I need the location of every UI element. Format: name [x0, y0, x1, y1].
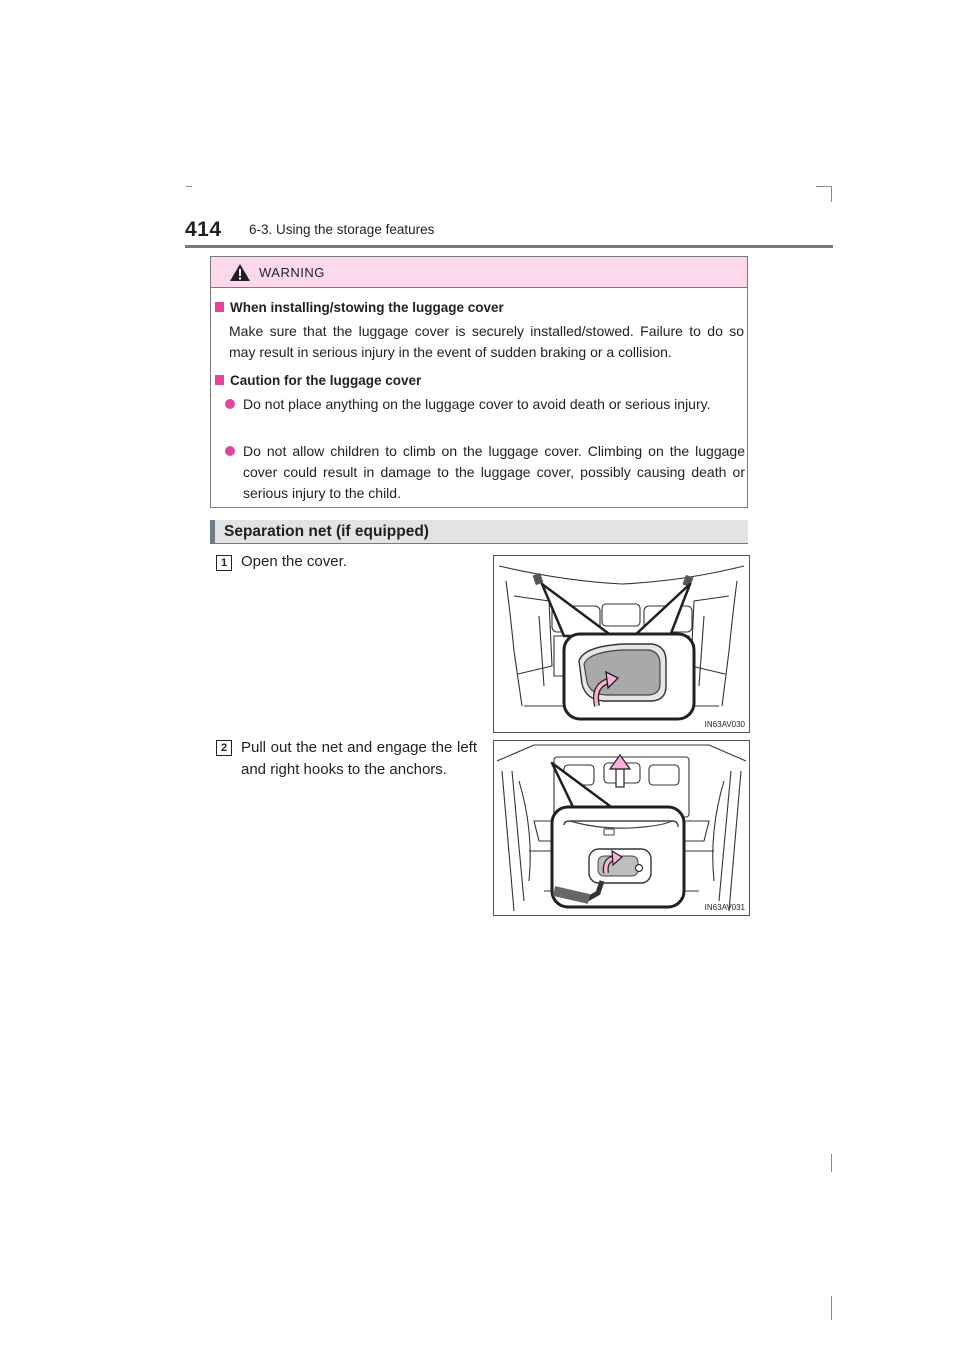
cargo-net-illustration	[494, 741, 749, 915]
step-number-2: 2	[216, 740, 232, 756]
figure-engage-hooks	[493, 740, 750, 916]
crop-mark	[831, 1296, 832, 1320]
warning-triangle-icon	[229, 263, 251, 282]
warning-heading: When installing/stowing the luggage cover	[215, 297, 504, 318]
square-bullet-icon	[215, 375, 224, 385]
warning-label: WARNING	[259, 265, 325, 280]
crop-mark	[186, 186, 192, 187]
step-text-1: Open the cover.	[241, 553, 347, 570]
warning-bullet: Do not place anything on the luggage cover to avoid death or serious injury.	[225, 394, 745, 415]
page-header	[185, 214, 833, 248]
step-text-2: Pull out the net and engage the left and right hooks to the anchors.	[241, 739, 477, 778]
crop-mark	[816, 186, 832, 187]
page-number: 414	[185, 218, 222, 241]
square-bullet-icon	[215, 302, 224, 312]
figure-code: IN63AV030	[704, 720, 745, 729]
figure-open-cover	[493, 555, 750, 733]
bullet-dot-icon	[225, 399, 235, 409]
section-heading	[210, 520, 748, 544]
warning-header	[211, 257, 747, 288]
section-rule	[210, 543, 748, 544]
warning-box	[210, 256, 748, 508]
section-heading-text: Separation net (if equipped)	[224, 523, 429, 540]
header-rule	[185, 245, 833, 248]
crop-mark	[831, 1154, 832, 1172]
warning-bullet: Do not allow children to climb on the luggage cover. Climbing on the luggage cover could result in damage to the luggage cover, possibly causing death or serious injury to the child.	[225, 441, 745, 504]
bullet-dot-icon	[225, 446, 235, 456]
section-title: 6-3. Using the storage features	[249, 222, 435, 237]
step-number-1: 1	[216, 555, 232, 571]
crop-mark	[831, 186, 832, 202]
cargo-area-illustration	[494, 556, 749, 732]
section-heading-bar	[210, 520, 215, 544]
warning-heading: Caution for the luggage cover	[215, 370, 421, 391]
warning-paragraph: Make sure that the luggage cover is securely installed/stowed. Failure to do so may result in serious injury in the event of sudden braking or a collision.	[229, 323, 744, 360]
figure-code: IN63AV031	[704, 903, 745, 912]
